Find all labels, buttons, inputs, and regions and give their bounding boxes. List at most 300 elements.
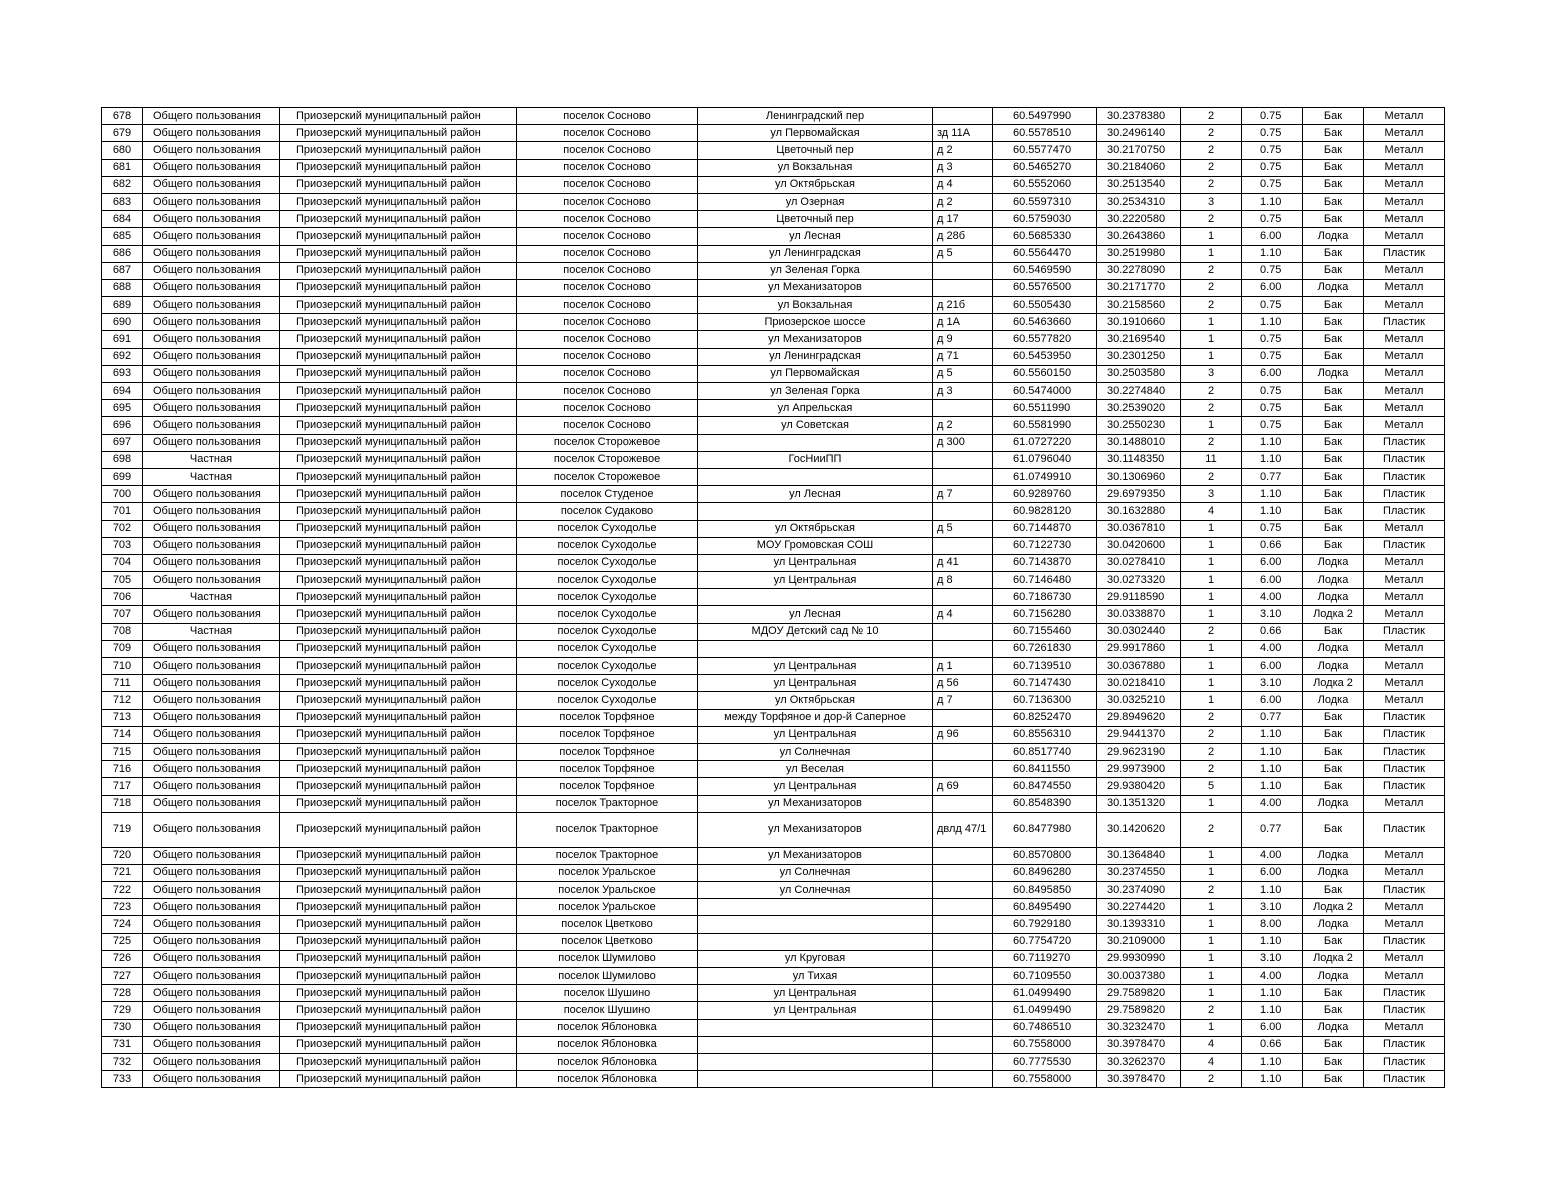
latitude-cell: 60.8252470	[993, 709, 1097, 726]
material-cell: Металл	[1364, 847, 1445, 864]
row-number-cell: 727	[102, 968, 143, 985]
ownership-cell: Общего пользования	[143, 761, 280, 778]
container-volume-cell: 6.00	[1242, 365, 1303, 382]
container-volume-cell: 0.77	[1242, 812, 1303, 847]
longitude-cell: 30.2301250	[1097, 348, 1181, 365]
ownership-cell: Общего пользования	[143, 572, 280, 589]
container-count-cell: 2	[1181, 761, 1242, 778]
settlement-cell: поселок Яблоновка	[517, 1053, 698, 1070]
container-volume-cell: 1.10	[1242, 933, 1303, 950]
container-volume-cell: 1.10	[1242, 761, 1303, 778]
container-volume-cell: 0.75	[1242, 159, 1303, 176]
table-row	[102, 847, 1445, 864]
latitude-cell: 60.5759030	[993, 211, 1097, 228]
container-count-cell: 2	[1181, 709, 1242, 726]
container-count-cell: 1	[1181, 675, 1242, 692]
longitude-cell: 30.2109000	[1097, 933, 1181, 950]
material-cell: Металл	[1364, 331, 1445, 348]
table-row	[102, 968, 1445, 985]
container-volume-cell: 0.75	[1242, 297, 1303, 314]
longitude-cell: 30.0420600	[1097, 537, 1181, 554]
table-row	[102, 503, 1445, 520]
street-cell: ул Вокзальная	[698, 297, 933, 314]
container-count-cell: 1	[1181, 658, 1242, 675]
ownership-cell: Общего пользования	[143, 125, 280, 142]
container-count-cell: 1	[1181, 589, 1242, 606]
container-volume-cell: 6.00	[1242, 692, 1303, 709]
ownership-cell: Общего пользования	[143, 933, 280, 950]
latitude-cell: 60.5576500	[993, 279, 1097, 296]
house-number-cell	[933, 400, 993, 417]
longitude-cell: 30.2274840	[1097, 383, 1181, 400]
container-count-cell: 3	[1181, 486, 1242, 503]
container-type-cell: Лодка	[1303, 916, 1364, 933]
container-type-cell: Бак	[1303, 743, 1364, 760]
ownership-cell: Общего пользования	[143, 1036, 280, 1053]
district-cell: Приозерский муниципальный район	[280, 985, 517, 1002]
district-cell: Приозерский муниципальный район	[280, 1071, 517, 1088]
longitude-cell: 30.2220580	[1097, 211, 1181, 228]
ownership-cell: Общего пользования	[143, 1071, 280, 1088]
container-volume-cell: 8.00	[1242, 916, 1303, 933]
row-number-cell: 686	[102, 245, 143, 262]
district-cell: Приозерский муниципальный район	[280, 400, 517, 417]
material-cell: Пластик	[1364, 486, 1445, 503]
container-volume-cell: 3.10	[1242, 606, 1303, 623]
latitude-cell: 60.5505430	[993, 297, 1097, 314]
ownership-cell: Общего пользования	[143, 331, 280, 348]
table-row	[102, 554, 1445, 571]
latitude-cell: 60.8495490	[993, 899, 1097, 916]
container-volume-cell: 0.77	[1242, 709, 1303, 726]
street-cell: ГосНииПП	[698, 451, 933, 468]
district-cell: Приозерский муниципальный район	[280, 451, 517, 468]
container-volume-cell: 1.10	[1242, 1002, 1303, 1019]
longitude-cell: 30.2278090	[1097, 262, 1181, 279]
material-cell: Металл	[1364, 176, 1445, 193]
street-cell	[698, 933, 933, 950]
longitude-cell: 30.3978470	[1097, 1036, 1181, 1053]
district-cell: Приозерский муниципальный район	[280, 968, 517, 985]
district-cell: Приозерский муниципальный район	[280, 279, 517, 296]
district-cell: Приозерский муниципальный район	[280, 572, 517, 589]
longitude-cell: 30.2184060	[1097, 159, 1181, 176]
house-number-cell	[933, 899, 993, 916]
table-row	[102, 434, 1445, 451]
table-row	[102, 950, 1445, 967]
latitude-cell: 60.7143870	[993, 554, 1097, 571]
longitude-cell: 30.0218410	[1097, 675, 1181, 692]
settlement-cell: поселок Сосново	[517, 159, 698, 176]
material-cell: Пластик	[1364, 812, 1445, 847]
district-cell: Приозерский муниципальный район	[280, 193, 517, 210]
street-cell: ул Центральная	[698, 985, 933, 1002]
material-cell: Пластик	[1364, 1036, 1445, 1053]
district-cell: Приозерский муниципальный район	[280, 417, 517, 434]
settlement-cell: поселок Судаково	[517, 503, 698, 520]
street-cell: ул Центральная	[698, 1002, 933, 1019]
container-count-cell: 4	[1181, 503, 1242, 520]
house-number-cell: д 7	[933, 486, 993, 503]
ownership-cell: Общего пользования	[143, 314, 280, 331]
container-count-cell: 2	[1181, 812, 1242, 847]
longitude-cell: 30.0278410	[1097, 554, 1181, 571]
material-cell: Металл	[1364, 125, 1445, 142]
container-count-cell: 1	[1181, 864, 1242, 881]
material-cell: Пластик	[1364, 245, 1445, 262]
table-row	[102, 211, 1445, 228]
container-volume-cell: 4.00	[1242, 968, 1303, 985]
container-volume-cell: 0.75	[1242, 331, 1303, 348]
latitude-cell: 60.5511990	[993, 400, 1097, 417]
street-cell	[698, 468, 933, 485]
material-cell: Металл	[1364, 193, 1445, 210]
container-volume-cell: 1.10	[1242, 503, 1303, 520]
container-type-cell: Лодка	[1303, 864, 1364, 881]
container-count-cell: 1	[1181, 899, 1242, 916]
material-cell: Металл	[1364, 297, 1445, 314]
material-cell: Пластик	[1364, 1053, 1445, 1070]
district-cell: Приозерский муниципальный район	[280, 108, 517, 125]
ownership-cell: Общего пользования	[143, 882, 280, 899]
ownership-cell: Общего пользования	[143, 486, 280, 503]
container-volume-cell: 6.00	[1242, 554, 1303, 571]
table-row	[102, 709, 1445, 726]
house-number-cell: д 1	[933, 658, 993, 675]
street-cell: ул Механизаторов	[698, 812, 933, 847]
container-volume-cell: 0.75	[1242, 176, 1303, 193]
table-row	[102, 159, 1445, 176]
house-number-cell	[933, 1019, 993, 1036]
ownership-cell: Общего пользования	[143, 193, 280, 210]
district-cell: Приозерский муниципальный район	[280, 916, 517, 933]
settlement-cell: поселок Суходолье	[517, 640, 698, 657]
latitude-cell: 60.7558000	[993, 1071, 1097, 1088]
longitude-cell: 30.2539020	[1097, 400, 1181, 417]
row-number-cell: 707	[102, 606, 143, 623]
table-row	[102, 658, 1445, 675]
row-number-cell: 699	[102, 468, 143, 485]
latitude-cell: 60.5577470	[993, 142, 1097, 159]
street-cell: ул Центральная	[698, 675, 933, 692]
row-number-cell: 692	[102, 348, 143, 365]
street-cell: МОУ Громовская СОШ	[698, 537, 933, 554]
container-count-cell: 1	[1181, 314, 1242, 331]
district-cell: Приозерский муниципальный район	[280, 314, 517, 331]
table-row	[102, 228, 1445, 245]
row-number-cell: 708	[102, 623, 143, 640]
row-number-cell: 715	[102, 743, 143, 760]
material-cell: Металл	[1364, 640, 1445, 657]
house-number-cell: д 56	[933, 675, 993, 692]
container-type-cell: Бак	[1303, 193, 1364, 210]
container-count-cell: 1	[1181, 606, 1242, 623]
table-row	[102, 1019, 1445, 1036]
street-cell: ул Ленинградская	[698, 245, 933, 262]
material-cell: Пластик	[1364, 882, 1445, 899]
district-cell: Приозерский муниципальный район	[280, 1019, 517, 1036]
latitude-cell: 60.7558000	[993, 1036, 1097, 1053]
row-number-cell: 689	[102, 297, 143, 314]
longitude-cell: 30.2158560	[1097, 297, 1181, 314]
district-cell: Приозерский муниципальный район	[280, 383, 517, 400]
ownership-cell: Общего пользования	[143, 211, 280, 228]
house-number-cell	[933, 537, 993, 554]
longitude-cell: 30.1910660	[1097, 314, 1181, 331]
house-number-cell: д 2	[933, 417, 993, 434]
ownership-cell: Общего пользования	[143, 520, 280, 537]
container-count-cell: 1	[1181, 795, 1242, 812]
row-number-cell: 720	[102, 847, 143, 864]
house-number-cell: д 5	[933, 365, 993, 382]
district-cell: Приозерский муниципальный район	[280, 933, 517, 950]
latitude-cell: 60.8411550	[993, 761, 1097, 778]
container-type-cell: Лодка	[1303, 1019, 1364, 1036]
district-cell: Приозерский муниципальный район	[280, 1053, 517, 1070]
table-row	[102, 1053, 1445, 1070]
latitude-cell: 60.7156280	[993, 606, 1097, 623]
latitude-cell: 60.7109550	[993, 968, 1097, 985]
latitude-cell: 60.7122730	[993, 537, 1097, 554]
district-cell: Приозерский муниципальный район	[280, 211, 517, 228]
ownership-cell: Общего пользования	[143, 400, 280, 417]
street-cell: ул Солнечная	[698, 864, 933, 881]
container-type-cell: Бак	[1303, 726, 1364, 743]
longitude-cell: 29.9930990	[1097, 950, 1181, 967]
container-volume-cell: 0.75	[1242, 383, 1303, 400]
material-cell: Металл	[1364, 899, 1445, 916]
longitude-cell: 29.7589820	[1097, 1002, 1181, 1019]
longitude-cell: 29.9917860	[1097, 640, 1181, 657]
house-number-cell	[933, 262, 993, 279]
ownership-cell: Общего пользования	[143, 503, 280, 520]
container-volume-cell: 6.00	[1242, 658, 1303, 675]
longitude-cell: 30.1351320	[1097, 795, 1181, 812]
settlement-cell: поселок Сосново	[517, 211, 698, 228]
ownership-cell: Общего пользования	[143, 554, 280, 571]
table-row	[102, 142, 1445, 159]
container-count-cell: 2	[1181, 400, 1242, 417]
settlement-cell: поселок Тракторное	[517, 795, 698, 812]
container-volume-cell: 0.75	[1242, 520, 1303, 537]
settlement-cell: поселок Сосново	[517, 176, 698, 193]
table-row	[102, 864, 1445, 881]
table-row	[102, 812, 1445, 847]
container-count-cell: 1	[1181, 245, 1242, 262]
material-cell: Пластик	[1364, 451, 1445, 468]
row-number-cell: 697	[102, 434, 143, 451]
settlement-cell: поселок Сосново	[517, 365, 698, 382]
house-number-cell	[933, 623, 993, 640]
container-count-cell: 2	[1181, 125, 1242, 142]
settlement-cell: поселок Уральское	[517, 899, 698, 916]
row-number-cell: 731	[102, 1036, 143, 1053]
material-cell: Пластик	[1364, 623, 1445, 640]
district-cell: Приозерский муниципальный район	[280, 554, 517, 571]
table-row	[102, 726, 1445, 743]
district-cell: Приозерский муниципальный район	[280, 365, 517, 382]
house-number-cell	[933, 864, 993, 881]
container-volume-cell: 6.00	[1242, 1019, 1303, 1036]
latitude-cell: 61.0499490	[993, 985, 1097, 1002]
container-type-cell: Бак	[1303, 142, 1364, 159]
latitude-cell: 60.8496280	[993, 864, 1097, 881]
district-cell: Приозерский муниципальный район	[280, 761, 517, 778]
ownership-cell: Общего пользования	[143, 348, 280, 365]
table-row	[102, 331, 1445, 348]
container-type-cell: Бак	[1303, 262, 1364, 279]
container-volume-cell: 1.10	[1242, 778, 1303, 795]
longitude-cell: 30.3978470	[1097, 1071, 1181, 1088]
ownership-cell: Общего пользования	[143, 692, 280, 709]
latitude-cell: 60.7775530	[993, 1053, 1097, 1070]
house-number-cell: д 1А	[933, 314, 993, 331]
ownership-cell: Общего пользования	[143, 709, 280, 726]
settlement-cell: поселок Суходолье	[517, 606, 698, 623]
latitude-cell: 61.0499490	[993, 1002, 1097, 1019]
district-cell: Приозерский муниципальный район	[280, 589, 517, 606]
container-volume-cell: 4.00	[1242, 847, 1303, 864]
material-cell: Пластик	[1364, 1071, 1445, 1088]
longitude-cell: 30.2643860	[1097, 228, 1181, 245]
district-cell: Приозерский муниципальный район	[280, 159, 517, 176]
material-cell: Металл	[1364, 262, 1445, 279]
settlement-cell: поселок Суходолье	[517, 554, 698, 571]
street-cell: ул Механизаторов	[698, 795, 933, 812]
container-type-cell: Лодка	[1303, 692, 1364, 709]
ownership-cell: Частная	[143, 589, 280, 606]
container-type-cell: Бак	[1303, 812, 1364, 847]
container-count-cell: 2	[1181, 1071, 1242, 1088]
container-volume-cell: 1.10	[1242, 245, 1303, 262]
street-cell	[698, 434, 933, 451]
ownership-cell: Общего пользования	[143, 297, 280, 314]
district-cell: Приозерский муниципальный район	[280, 520, 517, 537]
ownership-cell: Общего пользования	[143, 245, 280, 262]
row-number-cell: 722	[102, 882, 143, 899]
house-number-cell: д 2	[933, 142, 993, 159]
latitude-cell: 60.7146480	[993, 572, 1097, 589]
ownership-cell: Общего пользования	[143, 916, 280, 933]
container-type-cell: Бак	[1303, 348, 1364, 365]
latitude-cell: 60.7119270	[993, 950, 1097, 967]
ownership-cell: Общего пользования	[143, 159, 280, 176]
row-number-cell: 706	[102, 589, 143, 606]
street-cell	[698, 503, 933, 520]
material-cell: Пластик	[1364, 933, 1445, 950]
ownership-cell: Общего пользования	[143, 743, 280, 760]
house-number-cell	[933, 743, 993, 760]
material-cell: Пластик	[1364, 709, 1445, 726]
district-cell: Приозерский муниципальный район	[280, 1036, 517, 1053]
settlement-cell: поселок Сосново	[517, 142, 698, 159]
container-volume-cell: 6.00	[1242, 864, 1303, 881]
settlement-cell: поселок Тракторное	[517, 847, 698, 864]
street-cell: ул Первомайская	[698, 365, 933, 382]
street-cell: ул Механизаторов	[698, 847, 933, 864]
latitude-cell: 61.0796040	[993, 451, 1097, 468]
district-cell: Приозерский муниципальный район	[280, 142, 517, 159]
district-cell: Приозерский муниципальный район	[280, 503, 517, 520]
table-row	[102, 675, 1445, 692]
latitude-cell: 60.7486510	[993, 1019, 1097, 1036]
container-type-cell: Бак	[1303, 400, 1364, 417]
street-cell	[698, 899, 933, 916]
container-type-cell: Бак	[1303, 434, 1364, 451]
house-number-cell: д 5	[933, 245, 993, 262]
table-row	[102, 193, 1445, 210]
street-cell: Ленинградский пер	[698, 108, 933, 125]
ownership-cell: Общего пользования	[143, 383, 280, 400]
container-count-cell: 4	[1181, 1053, 1242, 1070]
row-number-cell: 721	[102, 864, 143, 881]
table-row	[102, 916, 1445, 933]
row-number-cell: 678	[102, 108, 143, 125]
house-number-cell	[933, 950, 993, 967]
container-type-cell: Бак	[1303, 1002, 1364, 1019]
container-type-cell: Бак	[1303, 331, 1364, 348]
container-type-cell: Бак	[1303, 297, 1364, 314]
table-row	[102, 176, 1445, 193]
container-count-cell: 2	[1181, 108, 1242, 125]
material-cell: Металл	[1364, 159, 1445, 176]
street-cell: Цветочный пер	[698, 142, 933, 159]
container-type-cell: Лодка	[1303, 279, 1364, 296]
material-cell: Металл	[1364, 1019, 1445, 1036]
table-row	[102, 537, 1445, 554]
district-cell: Приозерский муниципальный район	[280, 606, 517, 623]
container-volume-cell: 0.75	[1242, 400, 1303, 417]
material-cell: Пластик	[1364, 434, 1445, 451]
row-number-cell: 691	[102, 331, 143, 348]
container-type-cell: Бак	[1303, 1071, 1364, 1088]
container-volume-cell: 6.00	[1242, 279, 1303, 296]
table-row	[102, 245, 1445, 262]
container-volume-cell: 0.66	[1242, 537, 1303, 554]
container-count-cell: 3	[1181, 365, 1242, 382]
latitude-cell: 60.5577820	[993, 331, 1097, 348]
settlement-cell: поселок Суходолье	[517, 658, 698, 675]
table-row	[102, 365, 1445, 382]
longitude-cell: 30.2534310	[1097, 193, 1181, 210]
row-number-cell: 698	[102, 451, 143, 468]
street-cell: ул Центральная	[698, 658, 933, 675]
table-row	[102, 451, 1445, 468]
ownership-cell: Общего пользования	[143, 899, 280, 916]
ownership-cell: Общего пользования	[143, 968, 280, 985]
material-cell: Пластик	[1364, 743, 1445, 760]
house-number-cell: д 2	[933, 193, 993, 210]
container-volume-cell: 0.75	[1242, 125, 1303, 142]
row-number-cell: 725	[102, 933, 143, 950]
row-number-cell: 711	[102, 675, 143, 692]
latitude-cell: 60.8570800	[993, 847, 1097, 864]
container-volume-cell: 0.75	[1242, 262, 1303, 279]
longitude-cell: 29.9441370	[1097, 726, 1181, 743]
container-type-cell: Бак	[1303, 125, 1364, 142]
container-count-cell: 1	[1181, 554, 1242, 571]
container-volume-cell: 1.10	[1242, 434, 1303, 451]
container-volume-cell: 4.00	[1242, 795, 1303, 812]
house-number-cell: зд 11А	[933, 125, 993, 142]
container-count-cell: 1	[1181, 520, 1242, 537]
district-cell: Приозерский муниципальный район	[280, 468, 517, 485]
latitude-cell: 60.8548390	[993, 795, 1097, 812]
latitude-cell: 60.7136300	[993, 692, 1097, 709]
table-row	[102, 383, 1445, 400]
container-count-cell: 2	[1181, 279, 1242, 296]
house-number-cell: д 96	[933, 726, 993, 743]
